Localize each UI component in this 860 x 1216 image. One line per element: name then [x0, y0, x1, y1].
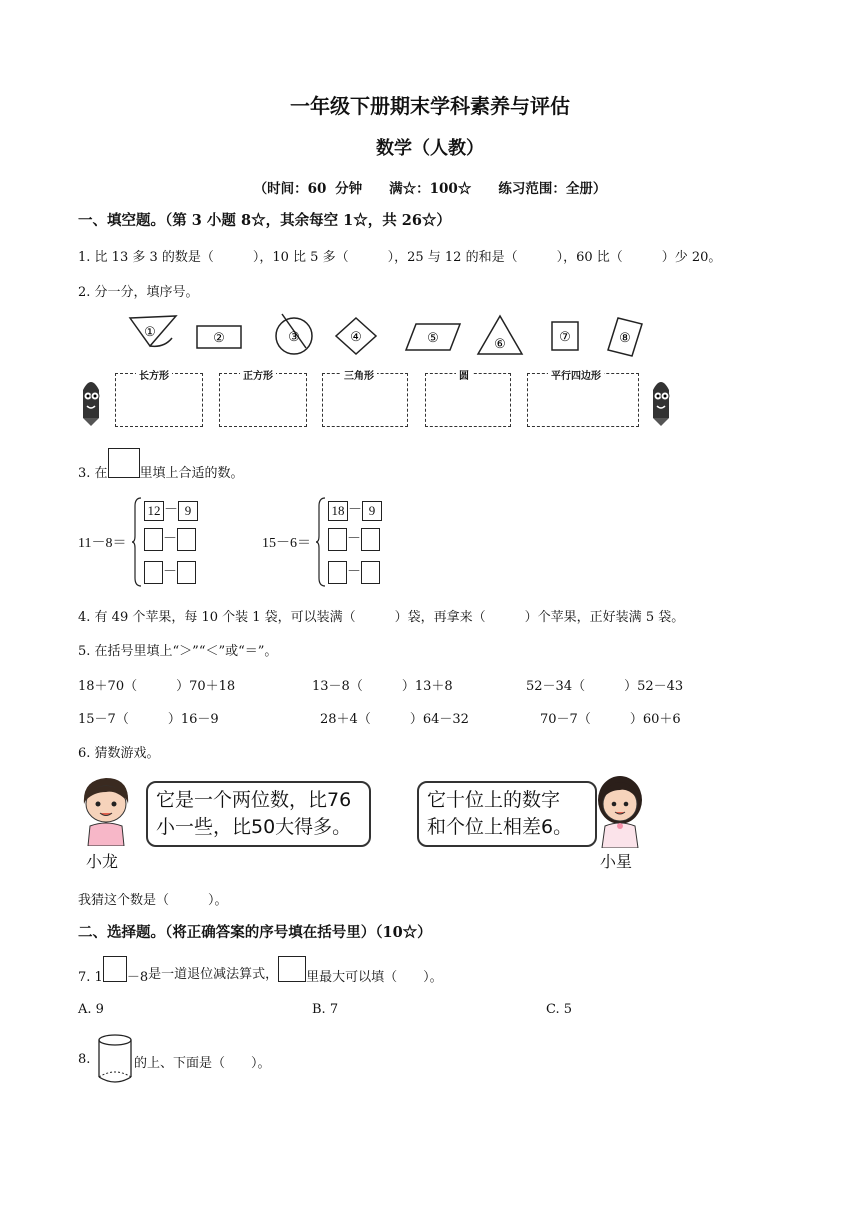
speech-bubble-girl: 它十位上的数字 和个位上相差6。: [417, 781, 597, 847]
cylinder-icon: [96, 1033, 134, 1085]
option-a[interactable]: A. 9: [78, 1002, 104, 1017]
page-title: 一年级下册期末学科素养与评估: [290, 94, 570, 118]
answer-box[interactable]: [144, 528, 163, 551]
shape-3-circle-icon: [276, 314, 312, 354]
shape-8-rectangle-icon: [608, 318, 642, 356]
equation-2-row-2: －: [328, 528, 380, 551]
shape-7-square-icon: [552, 322, 578, 350]
equation-2-row-3: －: [328, 561, 380, 584]
boy-character-icon: [76, 774, 136, 846]
shape-7-label: ⑦: [559, 330, 571, 345]
girl-character-icon: [592, 772, 648, 848]
answer-box[interactable]: [177, 528, 196, 551]
shape-5-parallelogram-icon: [406, 324, 460, 350]
question-1: 1. 比 13 多 3 的数是（ ），10 比 5 多（ ），25 与 12 的和是（ ），60 比（ ）少 20。: [78, 250, 722, 265]
question-8-text: 的上、下面是（ ）。: [134, 1056, 271, 1071]
number-box: 9: [178, 501, 198, 521]
pencil-character-right-icon: [648, 374, 674, 426]
category-box-circle: [425, 373, 511, 427]
shape-5-label: ⑤: [427, 331, 439, 346]
compare-item: 18＋70（ ）70＋18: [78, 679, 236, 694]
shapes-row: [120, 310, 660, 360]
shape-1-label: ①: [144, 325, 156, 340]
category-box-rectangle: [115, 373, 203, 427]
boy-name: 小龙: [86, 852, 119, 871]
equation-1-row-3: －: [144, 561, 196, 584]
equation-2-left: 15－6＝: [262, 536, 311, 551]
shape-6-triangle-icon: [478, 316, 522, 354]
question-8-number: 8.: [78, 1052, 91, 1067]
answer-box[interactable]: [328, 561, 347, 584]
shape-2-label: ②: [213, 331, 225, 346]
shape-2-rectangle-icon: [197, 326, 241, 348]
answer-box-icon: [103, 956, 127, 982]
answer-box[interactable]: [328, 528, 347, 551]
shape-4-square-icon: [336, 318, 376, 354]
equation-1-left: 11－8＝: [78, 536, 127, 551]
answer-box[interactable]: [361, 561, 380, 584]
shape-1-triangle-icon: [130, 316, 176, 346]
category-label: 三角形: [341, 367, 377, 382]
girl-name: 小星: [600, 852, 633, 871]
answer-box-icon: [278, 956, 306, 982]
category-label: 圆: [456, 367, 472, 382]
question-6: 6. 猜数游戏。: [78, 746, 160, 761]
brace-1-icon: [132, 496, 142, 588]
speech-bubble-boy: 它是一个两位数，比76 小一些，比50大得多。: [146, 781, 371, 847]
answer-box[interactable]: [144, 561, 163, 584]
option-c[interactable]: C. 5: [546, 1002, 573, 1017]
question-4: 4. 有 49 个苹果，每 10 个装 1 袋，可以装满（ ）袋，再拿来（ ）个苹果，正好装满 5 袋。: [78, 610, 685, 625]
category-box-triangle: [322, 373, 408, 427]
question-2: 2. 分一分，填序号。: [78, 285, 199, 300]
shape-8-label: ⑧: [619, 331, 631, 346]
shape-6-label: ⑥: [494, 337, 506, 352]
shape-3-label: ③: [288, 330, 300, 345]
category-label: 正方形: [240, 367, 276, 382]
guess-line: 我猜这个数是（ ）。: [78, 893, 228, 908]
answer-box[interactable]: [361, 528, 380, 551]
brace-2-icon: [316, 496, 326, 588]
section-1-heading: 一、填空题。（第 3 小题 8☆，其余每空 1☆，共 26☆）: [78, 212, 451, 229]
shape-4-label: ④: [350, 330, 362, 345]
number-box: 18: [328, 501, 348, 521]
compare-item: 15－7（ ）16－9: [78, 712, 219, 727]
equation-1-row-2: －: [144, 528, 196, 551]
compare-item: 70－7（ ）60＋6: [540, 712, 681, 727]
section-2-heading: 二、选择题。（将正确答案的序号填在括号里）（10☆）: [78, 924, 432, 941]
question-7: 7. 1 －8是一道退位减法算式， 里最大可以填（ ）。: [78, 966, 443, 985]
answer-box-icon: [108, 448, 140, 478]
category-box-square: [219, 373, 307, 427]
question-3: 3. 在 里填上合适的数。: [78, 462, 244, 481]
category-box-parallelogram: [527, 373, 639, 427]
page-subtitle: 数学（人教）: [376, 138, 484, 159]
exam-meta: （时间：60 分钟 满☆：100☆ 练习范围：全册）: [253, 181, 607, 197]
option-b[interactable]: B. 7: [312, 1002, 339, 1017]
equation-1-row-1: 12 － 9: [144, 499, 198, 521]
compare-item: 52－34（ ）52－43: [526, 679, 684, 694]
compare-item: 28＋4（ ）64－32: [320, 712, 469, 727]
pencil-character-left-icon: [78, 374, 104, 426]
category-label: 平行四边形: [548, 367, 604, 382]
category-label: 长方形: [136, 367, 172, 382]
compare-item: 13－8（ ）13＋8: [312, 679, 453, 694]
question-5: 5. 在括号里填上“＞”“＜”或“＝”。: [78, 644, 278, 659]
number-box: 9: [362, 501, 382, 521]
number-box: 12: [144, 501, 164, 521]
answer-box[interactable]: [177, 561, 196, 584]
equation-2-row-1: 18 － 9: [328, 499, 382, 521]
